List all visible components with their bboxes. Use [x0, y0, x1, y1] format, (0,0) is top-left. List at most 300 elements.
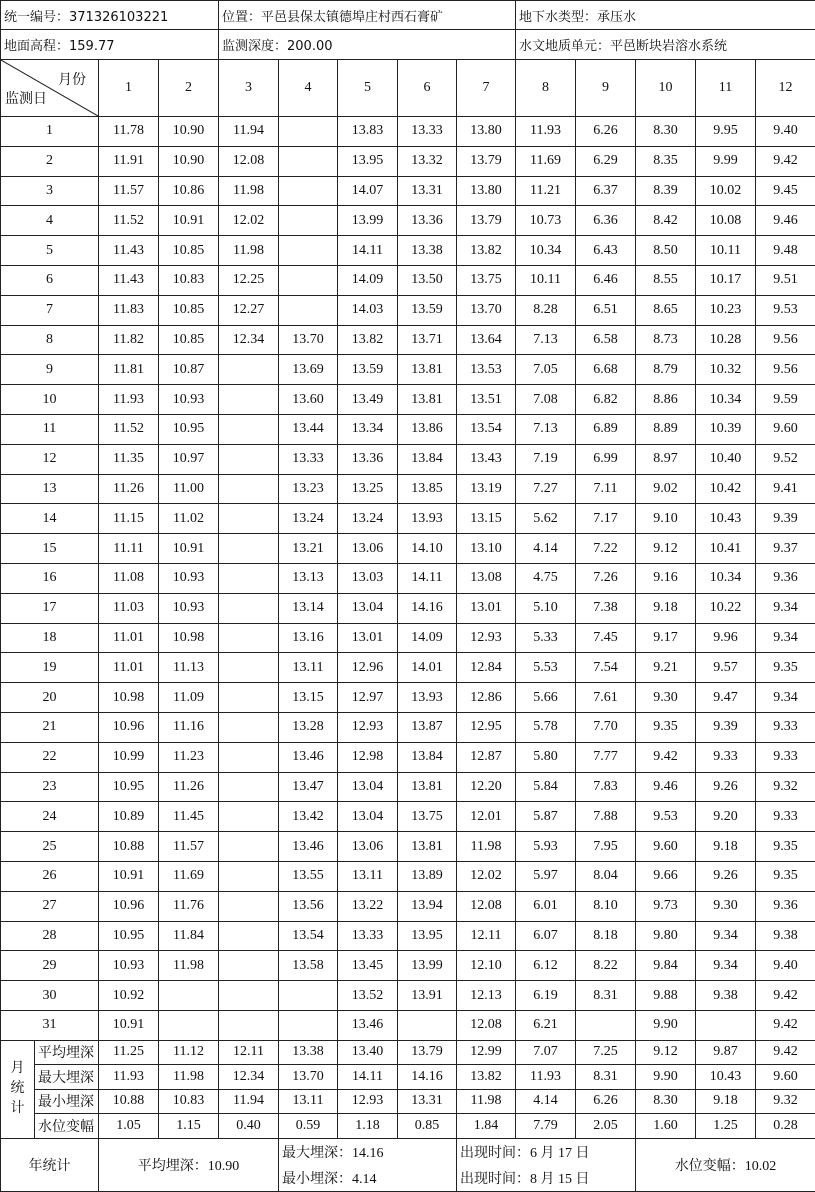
- stat-value: 4.14: [516, 1089, 576, 1114]
- depth-cell: 9.96: [696, 623, 756, 653]
- depth-cell: 9.47: [696, 683, 756, 713]
- depth-cell: 12.10: [457, 951, 516, 981]
- depth-cell: 10.11: [696, 236, 756, 266]
- depth-cell: 11.69: [516, 146, 576, 176]
- depth-cell: 11.93: [99, 385, 159, 415]
- depth-cell: 12.01: [457, 802, 516, 832]
- depth-cell: 13.87: [398, 712, 457, 742]
- depth-cell: 13.79: [457, 146, 516, 176]
- depth-cell: 11.82: [99, 325, 159, 355]
- depth-cell: 6.29: [576, 146, 636, 176]
- monthly-stat-row: [1, 1065, 815, 1090]
- depth-cell: 9.52: [756, 444, 815, 474]
- depth-cell: 8.31: [576, 981, 636, 1011]
- stat-value: 7.25: [576, 1040, 636, 1065]
- depth-cell: 13.84: [398, 742, 457, 772]
- table-row: [1, 563, 815, 593]
- depth-cell: 13.28: [279, 712, 338, 742]
- ground-elevation: 地面高程：159.77: [1, 30, 219, 60]
- depth-cell: 13.36: [338, 444, 398, 474]
- depth-cell: 12.11: [457, 921, 516, 951]
- depth-cell: 9.34: [756, 683, 815, 713]
- depth-cell: 12.13: [457, 981, 516, 1011]
- table-row: [1, 712, 815, 742]
- depth-cell: 11.00: [159, 474, 219, 504]
- table-row: [1, 325, 815, 355]
- depth-cell: 13.15: [457, 504, 516, 534]
- depth-cell: 11.52: [99, 414, 159, 444]
- depth-cell: 9.99: [696, 146, 756, 176]
- day-cell: 1: [1, 117, 99, 147]
- depth-cell: 11.81: [99, 355, 159, 385]
- stat-value: 0.59: [279, 1114, 338, 1139]
- depth-cell: 5.10: [516, 593, 576, 623]
- depth-cell: 13.81: [398, 385, 457, 415]
- day-cell: 31: [1, 1010, 99, 1040]
- depth-cell: 9.34: [696, 921, 756, 951]
- depth-cell: 5.84: [516, 772, 576, 802]
- day-cell: 5: [1, 236, 99, 266]
- depth-cell: 13.46: [338, 1010, 398, 1040]
- depth-cell: 13.85: [398, 474, 457, 504]
- table-row: [1, 385, 815, 415]
- depth-cell: 9.39: [696, 712, 756, 742]
- depth-cell: 10.88: [99, 832, 159, 862]
- depth-cell: 11.01: [99, 653, 159, 683]
- depth-cell: 12.97: [338, 683, 398, 713]
- stat-value: 10.83: [159, 1089, 219, 1114]
- stat-name: 最小埋深: [35, 1089, 99, 1114]
- depth-cell: 10.42: [696, 474, 756, 504]
- depth-cell: 9.60: [636, 832, 696, 862]
- depth-cell: [696, 1010, 756, 1040]
- depth-cell: 10.73: [516, 206, 576, 236]
- month-header: 9: [576, 60, 636, 117]
- depth-cell: 13.89: [398, 861, 457, 891]
- depth-cell: 6.01: [516, 891, 576, 921]
- depth-cell: 13.06: [338, 534, 398, 564]
- depth-cell: 11.03: [99, 593, 159, 623]
- table-row: [1, 683, 815, 713]
- day-cell: 23: [1, 772, 99, 802]
- depth-cell: 13.34: [338, 414, 398, 444]
- stat-value: 9.32: [756, 1089, 815, 1114]
- depth-cell: 13.81: [398, 772, 457, 802]
- depth-cell: 12.95: [457, 712, 516, 742]
- depth-cell: 9.33: [756, 802, 815, 832]
- stat-value: 1.15: [159, 1114, 219, 1139]
- depth-cell: 9.30: [696, 891, 756, 921]
- depth-cell: 10.93: [99, 951, 159, 981]
- depth-cell: 6.58: [576, 325, 636, 355]
- stat-value: 13.38: [279, 1040, 338, 1065]
- month-header: 4: [279, 60, 338, 117]
- table-row: [1, 981, 815, 1011]
- depth-cell: 13.79: [457, 206, 516, 236]
- depth-cell: 6.43: [576, 236, 636, 266]
- table-row: [1, 504, 815, 534]
- depth-cell: 13.03: [338, 563, 398, 593]
- depth-cell: 13.83: [338, 117, 398, 147]
- stat-value: 9.60: [756, 1065, 815, 1090]
- depth-cell: 9.84: [636, 951, 696, 981]
- depth-cell: 13.55: [279, 861, 338, 891]
- depth-cell: 10.91: [99, 861, 159, 891]
- table-row: [1, 653, 815, 683]
- depth-cell: 7.26: [576, 563, 636, 593]
- depth-cell: 13.04: [338, 802, 398, 832]
- depth-cell: 13.69: [279, 355, 338, 385]
- depth-cell: 6.99: [576, 444, 636, 474]
- monthly-stat-label-char: 计: [1, 1099, 34, 1119]
- depth-cell: 13.01: [457, 593, 516, 623]
- depth-cell: 11.11: [99, 534, 159, 564]
- depth-cell: 13.11: [338, 861, 398, 891]
- depth-cell: 13.81: [398, 355, 457, 385]
- depth-cell: 12.02: [219, 206, 279, 236]
- station-location: 位置：平邑县保太镇德埠庄村西石膏矿: [219, 1, 516, 30]
- day-cell: 30: [1, 981, 99, 1011]
- depth-cell: 10.85: [159, 236, 219, 266]
- depth-cell: 9.18: [696, 832, 756, 862]
- depth-cell: 13.86: [398, 414, 457, 444]
- depth-cell: 13.22: [338, 891, 398, 921]
- depth-cell: [219, 444, 279, 474]
- stat-value: 7.07: [516, 1040, 576, 1065]
- depth-cell: [279, 265, 338, 295]
- table-row: [1, 921, 815, 951]
- depth-cell: 7.77: [576, 742, 636, 772]
- depth-cell: 13.04: [338, 593, 398, 623]
- day-cell: 13: [1, 474, 99, 504]
- depth-cell: 13.44: [279, 414, 338, 444]
- depth-cell: 9.73: [636, 891, 696, 921]
- depth-cell: 13.45: [338, 951, 398, 981]
- depth-cell: [279, 176, 338, 206]
- depth-cell: [219, 623, 279, 653]
- depth-cell: 6.51: [576, 295, 636, 325]
- depth-cell: [219, 504, 279, 534]
- depth-cell: [219, 772, 279, 802]
- stat-value: 13.11: [279, 1089, 338, 1114]
- depth-cell: 12.20: [457, 772, 516, 802]
- depth-cell: 13.16: [279, 623, 338, 653]
- depth-cell: [219, 742, 279, 772]
- depth-cell: 11.23: [159, 742, 219, 772]
- depth-cell: 9.90: [636, 1010, 696, 1040]
- depth-cell: 7.17: [576, 504, 636, 534]
- depth-cell: 10.90: [159, 117, 219, 147]
- depth-cell: 11.93: [516, 117, 576, 147]
- depth-cell: 13.94: [398, 891, 457, 921]
- depth-cell: 13.46: [279, 742, 338, 772]
- day-cell: 27: [1, 891, 99, 921]
- annual-min-depth: 最小埋深：4.14: [279, 1165, 457, 1192]
- month-header: 11: [696, 60, 756, 117]
- depth-cell: 9.21: [636, 653, 696, 683]
- depth-cell: 13.19: [457, 474, 516, 504]
- depth-cell: [219, 861, 279, 891]
- depth-cell: 8.35: [636, 146, 696, 176]
- depth-cell: [219, 385, 279, 415]
- depth-cell: 10.96: [99, 891, 159, 921]
- depth-cell: 6.07: [516, 921, 576, 951]
- depth-cell: 14.09: [338, 265, 398, 295]
- depth-cell: 12.08: [457, 891, 516, 921]
- annual-max-time: 出现时间：6 月 17 日: [457, 1138, 636, 1165]
- day-cell: 22: [1, 742, 99, 772]
- depth-cell: 11.69: [159, 861, 219, 891]
- depth-cell: 9.35: [756, 861, 815, 891]
- depth-cell: 9.35: [756, 653, 815, 683]
- day-cell: 6: [1, 265, 99, 295]
- depth-cell: 13.13: [279, 563, 338, 593]
- depth-cell: 9.56: [756, 325, 815, 355]
- stat-value: 14.16: [398, 1065, 457, 1090]
- depth-cell: [219, 414, 279, 444]
- depth-cell: 6.21: [516, 1010, 576, 1040]
- depth-cell: 10.91: [159, 534, 219, 564]
- depth-cell: 9.26: [696, 772, 756, 802]
- depth-cell: 8.65: [636, 295, 696, 325]
- table-row: [1, 444, 815, 474]
- table-row: [1, 832, 815, 862]
- depth-cell: 13.64: [457, 325, 516, 355]
- month-header: 1: [99, 60, 159, 117]
- depth-cell: 13.91: [398, 981, 457, 1011]
- depth-cell: 13.54: [279, 921, 338, 951]
- depth-cell: 6.36: [576, 206, 636, 236]
- depth-cell: 9.30: [636, 683, 696, 713]
- depth-cell: 13.24: [279, 504, 338, 534]
- monthly-stat-row: [1, 1040, 815, 1065]
- depth-cell: 13.70: [279, 325, 338, 355]
- day-cell: 21: [1, 712, 99, 742]
- day-cell: 9: [1, 355, 99, 385]
- depth-cell: 8.79: [636, 355, 696, 385]
- depth-cell: 13.80: [457, 176, 516, 206]
- table-row: [1, 295, 815, 325]
- depth-cell: 13.32: [398, 146, 457, 176]
- stat-value: 0.40: [219, 1114, 279, 1139]
- depth-cell: [576, 1010, 636, 1040]
- depth-cell: 9.53: [756, 295, 815, 325]
- depth-cell: 10.89: [99, 802, 159, 832]
- depth-cell: 13.04: [338, 772, 398, 802]
- annual-label: 年统计: [1, 1138, 99, 1191]
- depth-cell: 13.71: [398, 325, 457, 355]
- depth-cell: 7.61: [576, 683, 636, 713]
- month-header: 5: [338, 60, 398, 117]
- depth-cell: 11.45: [159, 802, 219, 832]
- depth-cell: 13.23: [279, 474, 338, 504]
- depth-cell: 13.49: [338, 385, 398, 415]
- monthly-stat-row: [1, 1114, 815, 1139]
- depth-cell: 10.87: [159, 355, 219, 385]
- stat-value: 1.18: [338, 1114, 398, 1139]
- depth-cell: 9.57: [696, 653, 756, 683]
- depth-cell: 13.93: [398, 504, 457, 534]
- day-cell: 19: [1, 653, 99, 683]
- depth-cell: 14.09: [398, 623, 457, 653]
- stat-value: 13.40: [338, 1040, 398, 1065]
- stat-value: 11.94: [219, 1089, 279, 1114]
- depth-cell: [219, 593, 279, 623]
- depth-cell: 5.62: [516, 504, 576, 534]
- depth-cell: 9.42: [756, 146, 815, 176]
- depth-cell: 9.45: [756, 176, 815, 206]
- depth-cell: 8.28: [516, 295, 576, 325]
- stat-value: 1.84: [457, 1114, 516, 1139]
- depth-cell: 13.53: [457, 355, 516, 385]
- stat-value: 13.79: [398, 1040, 457, 1065]
- depth-cell: 10.96: [99, 712, 159, 742]
- depth-cell: 8.50: [636, 236, 696, 266]
- depth-cell: 5.66: [516, 683, 576, 713]
- day-cell: 17: [1, 593, 99, 623]
- depth-cell: 10.91: [99, 1010, 159, 1040]
- depth-cell: 10.23: [696, 295, 756, 325]
- annual-max-depth: 最大埋深：14.16: [279, 1138, 457, 1165]
- depth-cell: 10.98: [159, 623, 219, 653]
- day-cell: 25: [1, 832, 99, 862]
- depth-cell: 9.39: [756, 504, 815, 534]
- depth-cell: 10.93: [159, 563, 219, 593]
- depth-cell: 14.03: [338, 295, 398, 325]
- depth-cell: 12.08: [457, 1010, 516, 1040]
- depth-cell: 13.80: [457, 117, 516, 147]
- depth-cell: 12.96: [338, 653, 398, 683]
- monthly-stat-row: [1, 1089, 815, 1114]
- depth-cell: 12.87: [457, 742, 516, 772]
- station-code: 统一编号：371326103221: [1, 1, 219, 30]
- stat-name: 平均埋深: [35, 1040, 99, 1065]
- depth-cell: 13.99: [398, 951, 457, 981]
- depth-cell: 7.88: [576, 802, 636, 832]
- depth-cell: 10.91: [159, 206, 219, 236]
- depth-cell: 11.43: [99, 236, 159, 266]
- depth-cell: [279, 981, 338, 1011]
- stat-value: 8.31: [576, 1065, 636, 1090]
- depth-cell: 13.25: [338, 474, 398, 504]
- depth-cell: 9.80: [636, 921, 696, 951]
- depth-cell: 9.26: [696, 861, 756, 891]
- depth-cell: 6.89: [576, 414, 636, 444]
- depth-cell: 9.95: [696, 117, 756, 147]
- depth-cell: 11.01: [99, 623, 159, 653]
- depth-cell: 7.45: [576, 623, 636, 653]
- stat-value: 7.79: [516, 1114, 576, 1139]
- depth-cell: 9.46: [636, 772, 696, 802]
- depth-cell: 13.38: [398, 236, 457, 266]
- depth-cell: 13.06: [338, 832, 398, 862]
- depth-cell: 13.75: [398, 802, 457, 832]
- depth-cell: 10.39: [696, 414, 756, 444]
- depth-cell: 10.43: [696, 504, 756, 534]
- table-row: [1, 474, 815, 504]
- depth-cell: 11.02: [159, 504, 219, 534]
- depth-cell: 10.17: [696, 265, 756, 295]
- depth-cell: 10.85: [159, 325, 219, 355]
- depth-cell: 10.99: [99, 742, 159, 772]
- month-header: 3: [219, 60, 279, 117]
- depth-cell: 12.08: [219, 146, 279, 176]
- depth-cell: 12.27: [219, 295, 279, 325]
- depth-cell: 13.84: [398, 444, 457, 474]
- depth-cell: [279, 1010, 338, 1040]
- depth-cell: 9.48: [756, 236, 815, 266]
- depth-cell: 9.17: [636, 623, 696, 653]
- depth-cell: 7.22: [576, 534, 636, 564]
- depth-cell: 8.04: [576, 861, 636, 891]
- depth-cell: 7.38: [576, 593, 636, 623]
- depth-cell: [219, 534, 279, 564]
- depth-cell: 10.93: [159, 593, 219, 623]
- depth-cell: 11.98: [219, 176, 279, 206]
- depth-cell: 13.81: [398, 832, 457, 862]
- stat-value: 10.88: [99, 1089, 159, 1114]
- table-row: [1, 1010, 815, 1040]
- depth-cell: 9.02: [636, 474, 696, 504]
- monitoring-depth: 监测深度：200.00: [219, 30, 516, 60]
- depth-cell: 11.35: [99, 444, 159, 474]
- depth-cell: 10.34: [696, 563, 756, 593]
- depth-cell: 12.25: [219, 265, 279, 295]
- depth-cell: 13.47: [279, 772, 338, 802]
- depth-cell: 13.93: [398, 683, 457, 713]
- depth-cell: 5.87: [516, 802, 576, 832]
- depth-cell: [219, 891, 279, 921]
- depth-cell: 9.60: [756, 414, 815, 444]
- depth-cell: [279, 206, 338, 236]
- depth-cell: 10.41: [696, 534, 756, 564]
- stat-value: 13.70: [279, 1065, 338, 1090]
- day-cell: 4: [1, 206, 99, 236]
- depth-cell: 9.16: [636, 563, 696, 593]
- day-cell: 16: [1, 563, 99, 593]
- depth-cell: 11.21: [516, 176, 576, 206]
- table-row: [1, 534, 815, 564]
- corner-header: [1, 60, 99, 117]
- depth-cell: 6.68: [576, 355, 636, 385]
- depth-cell: 11.09: [159, 683, 219, 713]
- depth-cell: 12.93: [457, 623, 516, 653]
- depth-cell: 13.50: [398, 265, 457, 295]
- table-row: [1, 623, 815, 653]
- depth-cell: 11.15: [99, 504, 159, 534]
- day-cell: 15: [1, 534, 99, 564]
- month-header: 7: [457, 60, 516, 117]
- table-row: [1, 802, 815, 832]
- depth-cell: [219, 921, 279, 951]
- day-cell: 29: [1, 951, 99, 981]
- month-header: 10: [636, 60, 696, 117]
- depth-cell: 9.88: [636, 981, 696, 1011]
- depth-cell: 10.34: [696, 385, 756, 415]
- depth-cell: 4.75: [516, 563, 576, 593]
- stat-value: 11.98: [457, 1089, 516, 1114]
- depth-cell: 9.40: [756, 951, 815, 981]
- depth-cell: [219, 563, 279, 593]
- depth-cell: 9.34: [756, 623, 815, 653]
- depth-cell: 10.95: [159, 414, 219, 444]
- depth-cell: 7.95: [576, 832, 636, 862]
- depth-cell: 9.34: [756, 593, 815, 623]
- annual-min-time: 出现时间：8 月 15 日: [457, 1165, 636, 1192]
- depth-cell: 10.93: [159, 385, 219, 415]
- depth-cell: 7.19: [516, 444, 576, 474]
- depth-cell: 9.53: [636, 802, 696, 832]
